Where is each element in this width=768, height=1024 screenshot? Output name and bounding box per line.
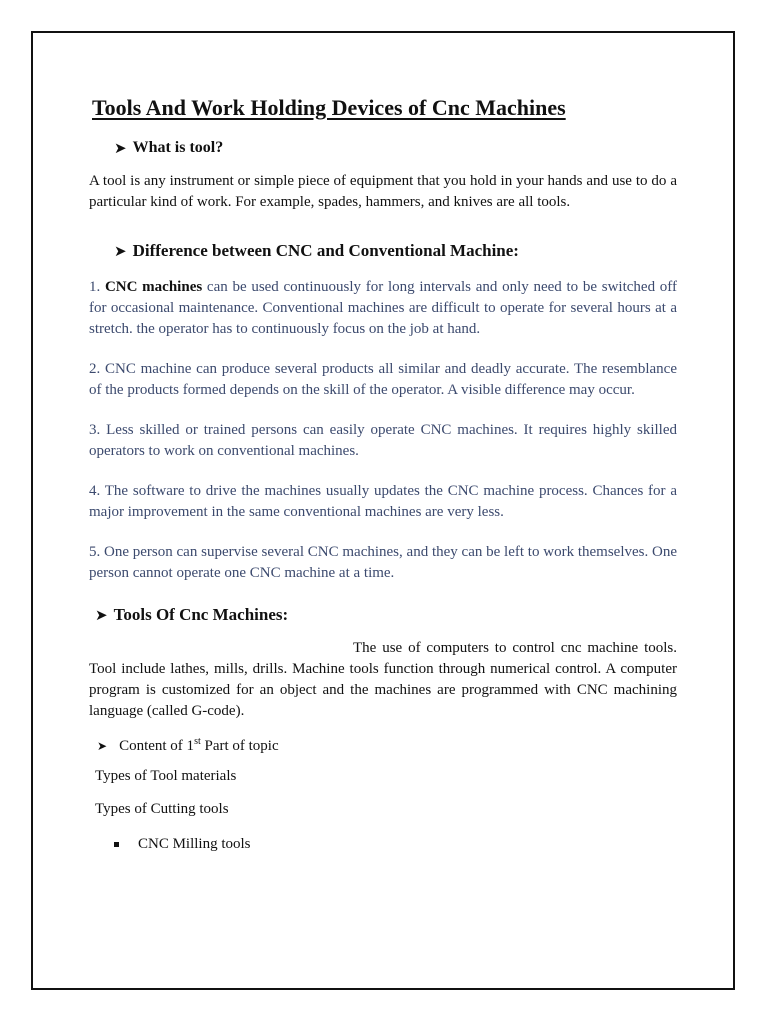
item-text: The software to drive the machines usually updates the CNC machine process. Chances for a major improvement in the same conventional machines are very less. (89, 483, 677, 520)
what-is-tool-heading (114, 136, 677, 160)
tools-of-cnc-paragraph (89, 638, 677, 722)
item-number: 3. (89, 422, 101, 438)
difference-item-1 (89, 277, 677, 340)
difference-item-2 (89, 359, 677, 401)
types-of-tool-materials: Types of Tool materials (95, 768, 237, 784)
tools-of-cnc-heading (95, 602, 677, 628)
heading-label: Difference between CNC and Conventional Machine: (132, 241, 519, 260)
heading-label: Tools Of Cnc Machines: (113, 605, 289, 624)
item-text: CNC machine can produce several products all similar and deadly accurate. The resemblance of the products formed depends on the skill of the operator. A visible difference may occur. (89, 361, 677, 398)
arrowhead-bullet-icon: ➤ (95, 606, 108, 624)
document-content (89, 94, 677, 855)
item-number: 2. (89, 361, 101, 377)
page-title: Tools And Work Holding Devices of Cnc Machines (92, 95, 566, 120)
item-text: can be used continuously for long intervals and only need to be switched off for occasional maintenance. Conventional machines are difficult to operate for several hours at a stretch. the operator has to continuously focus on the job at hand. (89, 279, 678, 337)
cnc-milling-tools-item (114, 833, 677, 855)
difference-heading (114, 238, 677, 264)
content-bullet (97, 735, 677, 757)
item-text: Less skilled or trained persons can easily operate CNC machines. It requires highly skilled operators to work on conventional machines. (89, 422, 678, 459)
item-bold-term: CNC machines (104, 279, 203, 295)
difference-item-5 (89, 542, 677, 584)
paragraph-text: The use of computers to control cnc machine tools. Tool include lathes, mills, drills. Machine tools function through numerical control. A computer program is customized for an object and the machines are programmed with CNC machining language (called G-code). (89, 640, 677, 719)
arrowhead-bullet-icon: ➤ (114, 242, 127, 260)
content-bullet-label (119, 735, 279, 755)
item-number: 4. (89, 483, 101, 499)
item-number: 5. (89, 544, 101, 560)
item-text: One person can supervise several CNC machines, and they can be left to work themselves. One person cannot operate one CNC machine at a time. (89, 544, 677, 581)
list-item-label: CNC Milling tools (138, 835, 251, 852)
types-of-cutting-tools: Types of Cutting tools (95, 801, 229, 817)
item-number: 1. (89, 279, 101, 295)
square-bullet-icon (114, 842, 119, 847)
tool-definition-paragraph: A tool is any instrument or simple piece of equipment that you hold in your hands and use to do a particular kind of work. For example, spades, hammers, and knives are all tools. (89, 173, 677, 210)
difference-item-4 (89, 481, 677, 523)
arrowhead-bullet-icon: ➤ (114, 139, 127, 157)
ordinal-superscript: st (194, 735, 201, 747)
arrowhead-bullet-icon: ➤ (97, 739, 108, 753)
content-prefix: Content of 1 (119, 737, 195, 754)
heading-label: What is tool? (132, 139, 224, 156)
content-suffix: Part of topic (200, 737, 279, 754)
difference-item-3 (89, 420, 677, 462)
